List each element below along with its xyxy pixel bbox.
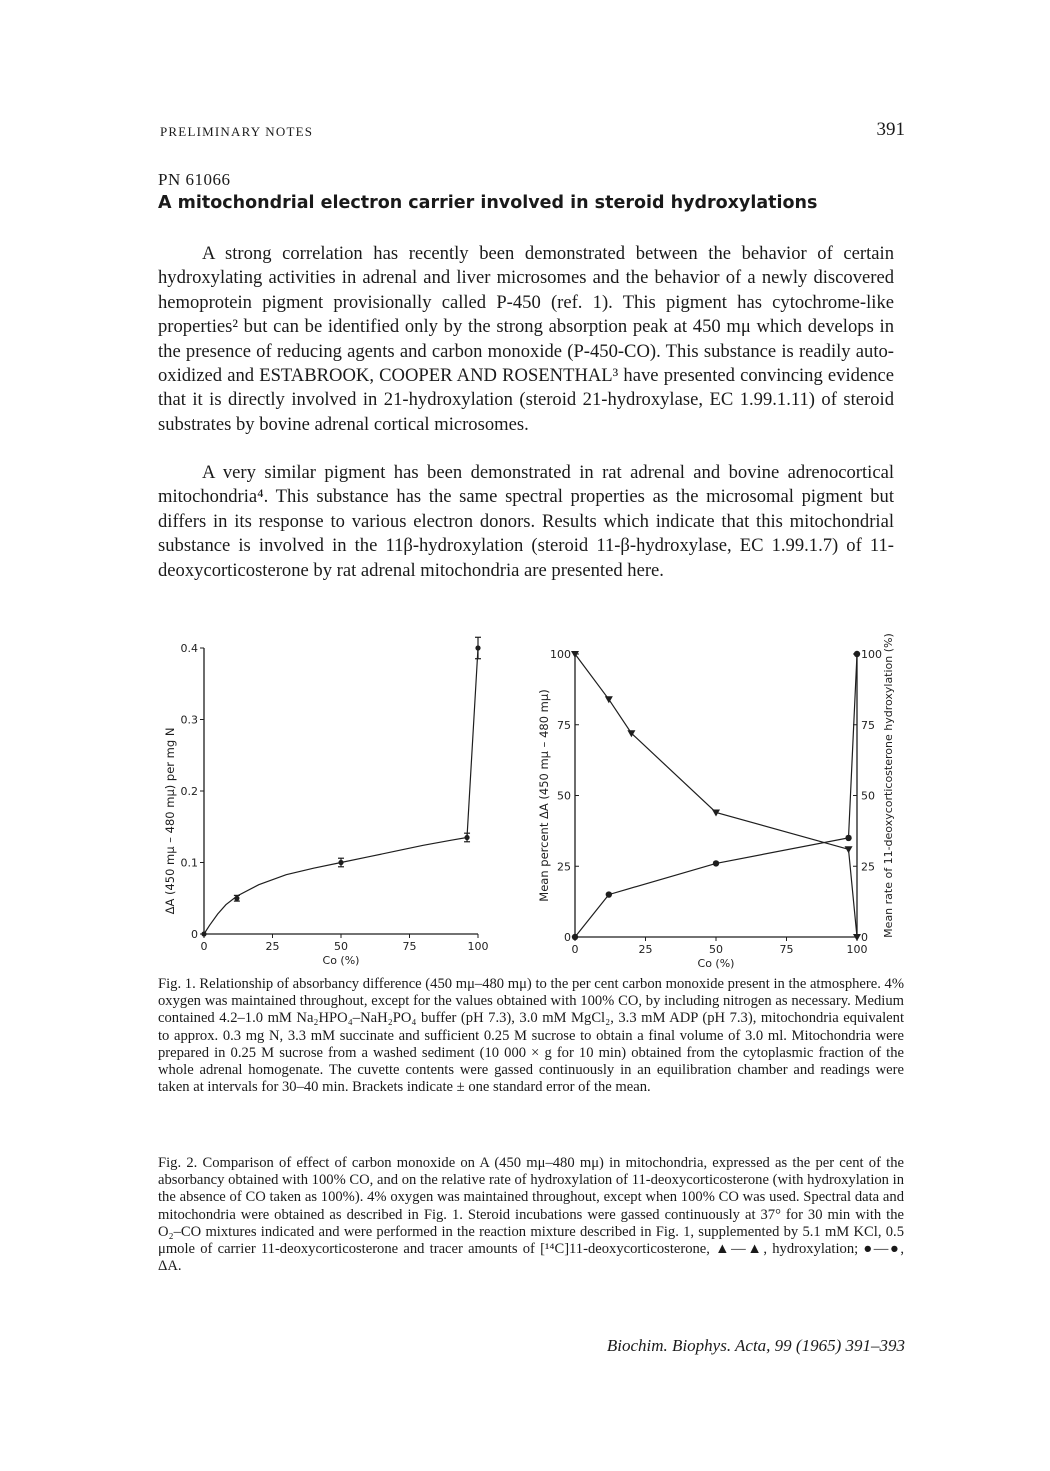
left-y-tick-label: 0: [564, 931, 571, 944]
delta-a-line: [575, 654, 857, 937]
data-point: [234, 896, 239, 901]
figure-1-chart: [150, 612, 530, 972]
x-tick-label: 100: [846, 943, 868, 956]
right-y-tick-label: 100: [861, 648, 882, 661]
right-y-tick-label: 0: [861, 931, 868, 944]
circle-marker: [713, 860, 719, 866]
journal-citation: Biochim. Biophys. Acta, 99 (1965) 391–393: [606, 1336, 905, 1355]
left-y-tick-label: 25: [557, 860, 571, 874]
data-point: [464, 835, 469, 840]
y-tick-label: 0: [191, 928, 198, 941]
x-tick-label: 75: [779, 943, 794, 956]
circle-marker: [845, 835, 851, 841]
x-axis-label: Co (%): [322, 954, 360, 967]
x-tick-label: 25: [638, 943, 653, 956]
circle-marker: [854, 651, 860, 657]
right-y-axis-label: Mean rate of 11-deoxycorticosterone hydroxylation (%): [882, 633, 895, 938]
figure-2-chart: [530, 612, 910, 972]
x-tick-label: 100: [467, 940, 489, 953]
paragraph-2-text: A very similar pigment has been demonstrated in rat adrenal and bovine adrenocortical mitochondria⁴. This substance has the same spectral properties as the microsomal pigment but differs in its response to various electron donors. Results which indicate that this mitochondrial substance is involved in the 11β-hydroxylation (steroid 11-β-hydroxylase, EC 1.99.1.7) of 11-deoxycorticosterone by rat adrenal mitochondria are presented here.: [158, 462, 894, 581]
paragraph-2: [158, 461, 894, 583]
data-point: [338, 860, 343, 865]
left-y-tick-label: 75: [557, 718, 571, 732]
x-tick-label: 0: [200, 940, 208, 953]
article-title: A mitochondrial electron carrier involved in steroid hydroxylations: [158, 193, 818, 213]
article-id: PN 61066: [158, 170, 231, 189]
data-point: [201, 931, 206, 936]
paragraph-1: [158, 242, 894, 437]
y-tick-label: 0.4: [180, 642, 198, 655]
figure-1-caption: Fig. 1. Relationship of absorbancy difference (450 mμ–480 mμ) to the per cent carbon monoxide present in the atmosphere. 4% oxygen was maintained throughout, except for the values obtained with 100% CO, by including nitrogen as necessary. Medium contained 4.2–1.0 mM Na₂HPO₄–NaH₂PO₄ buffer (pH 7.3), 3.0 mM MgCl₂, 3.3 mM ADP (pH 7.3), mitochondria equivalent to approx. 0.3 mg N, 3.3 mM succinate and sufficient 0.25 M sucrose to obtain a final volume of 3.0 ml. Mitochondria were prepared in 0.25 M sucrose from a washed sediment (10 000 × g for 10 min) obtained from the cytoplasmic fraction of the whole adrenal homogenate. The cuvette contents were gassed continuously in an equilibration chamber and readings were taken at intervals for 30–40 min. Brackets indicate ± one standard error of the mean.: [158, 976, 904, 1096]
running-head: PRELIMINARY NOTES: [160, 124, 314, 139]
y-axis-label: ΔA (450 mμ – 480 mμ) per mg N: [163, 727, 177, 915]
page-number: 391: [876, 119, 905, 140]
hydroxylation-line: [575, 654, 857, 937]
right-y-tick-label: 25: [861, 860, 875, 874]
left-y-axis-label: Mean percent ΔA (450 mμ – 480 mμ): [537, 689, 551, 902]
paragraph-1-text: A strong correlation has recently been demonstrated between the behavior of certain hydroxylating activities in adrenal and liver microsomes and the behavior of a newly discovered hemoprotein pigment provisionally called P-450 (ref. 1). This pigment has cytochrome-like properties² but can be identified only by the strong absorption peak at 450 mμ which develops in the presence of reducing agents and carbon monoxide (P-450-CO). This substance is readily auto-oxidized and ESTABROOK, COOPER AND ROSENTHAL³ have presented convincing evidence that it is directly involved in 21-hydroxylation (steroid 21-hydroxylase, EC 1.99.1.11) of steroid substrates by bovine adrenal cortical microsomes.: [158, 243, 894, 435]
x-tick-label: 0: [571, 943, 579, 956]
x-tick-label: 50: [334, 940, 348, 953]
figure-area: [150, 612, 920, 972]
left-y-tick-label: 100: [550, 648, 571, 661]
right-y-tick-label: 50: [861, 789, 875, 803]
data-point: [475, 645, 480, 650]
y-tick-label: 0.2: [180, 785, 198, 798]
x-tick-label: 25: [265, 940, 280, 953]
triangle-marker: [845, 846, 853, 853]
right-y-tick-label: 75: [861, 718, 875, 732]
data-curve: [204, 648, 478, 934]
left-y-tick-label: 50: [557, 789, 571, 803]
triangle-marker: [605, 696, 613, 703]
figure-2-caption: Fig. 2. Comparison of effect of carbon monoxide on A (450 mμ–480 mμ) in mitochondria, expressed as the per cent of the absorbancy obtained with 100% CO, and on the relative rate of hydroxylation of 11-deoxycorticosterone (with hydroxylation in the absence of CO taken as 100%). 4% oxygen was maintained throughout, except when 100% CO was used. Spectral data and mitochondria were obtained as described in Fig. 1. Steroid incubations were gassed continuously at 37° for 30 min with the O₂–CO mixtures indicated and were performed in the reaction mixture described in Fig. 1, supplemented by 5.1 mM KCl, 0.5 μmole of carrier 11-deoxycorticosterone and tracer amounts of [¹⁴C]11-deoxycorticosterone, ▲—▲, hydroxylation; ●—●, ΔA.: [158, 1155, 904, 1275]
y-tick-label: 0.1: [180, 856, 198, 870]
x-tick-label: 75: [402, 940, 417, 953]
circle-marker: [606, 891, 612, 897]
y-tick-label: 0.3: [180, 713, 198, 727]
x-tick-label: 50: [709, 943, 723, 956]
x-axis-label: Co (%): [697, 957, 735, 970]
circle-marker: [572, 934, 578, 940]
